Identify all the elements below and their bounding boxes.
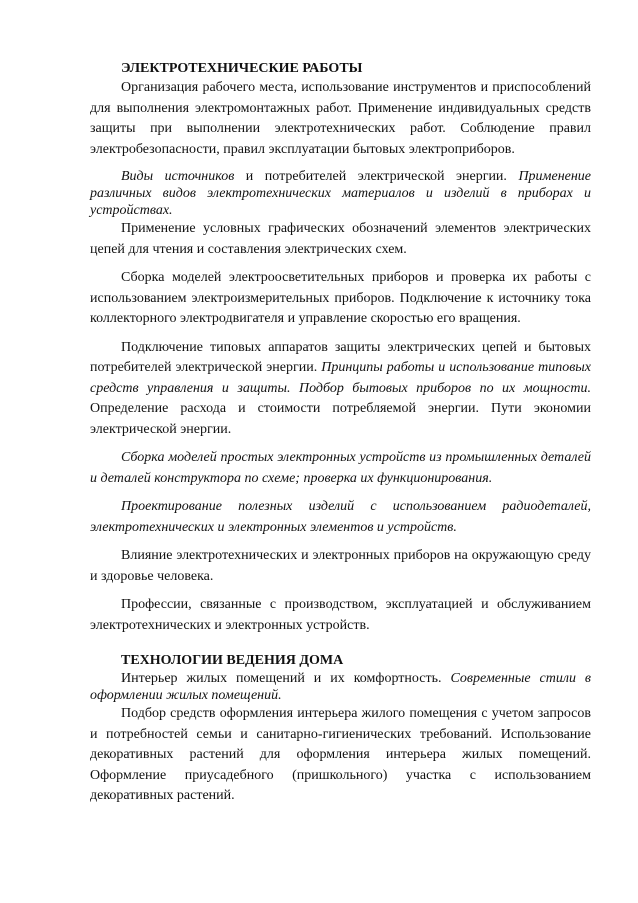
italic-text: Виды источников	[121, 169, 235, 184]
section-heading-home-technology: ТЕХНОЛОГИИ ВЕДЕНИЯ ДОМА	[121, 653, 344, 668]
normal-text: Подключение типовых аппаратов защиты электрических цепей и бытовых потребителей электрической энергии.	[90, 339, 591, 375]
normal-text: Определение расхода и стоимости потребляемой энергии. Пути экономии электрической энергии.	[90, 401, 591, 437]
paragraph-electronic-devices: Сборка моделей простых электронных устройств из промышленных деталей и деталей конструктора по схеме; проверка их функционирования.	[90, 450, 591, 486]
italic-text: Принципы работы и использование типовых средств управления и защиты. Подбор бытовых приборов по их мощности.	[90, 360, 591, 396]
italic-text: Применение различных видов электротехнических материалов и изделий в приборах и устройствах.	[90, 169, 592, 218]
paragraph-interior-design: Подбор средств оформления интерьера жилого помещения с учетом запросов и потребностей семьи и санитарно-гигиенических требований. Использование декоративных растений для оформления интерьера жилых помещений. Оформление приусадебного (пришкольного) участка с использованием декоративных растений.	[90, 706, 591, 803]
paragraph-energy-sources	[90, 168, 591, 219]
paragraph-graphic-symbols: Применение условных графических обозначений элементов электрических цепей для чтения и составления электрических схем.	[90, 221, 591, 257]
italic-text: Современные стили в оформлении жилых помещений.	[90, 671, 591, 703]
normal-text: и потребителей электрической энергии.	[234, 169, 519, 184]
paragraph-protection-devices	[90, 338, 591, 441]
paragraph-professions: Профессии, связанные с производством, эксплуатацией и обслуживанием электротехнических и электронных устройств.	[90, 597, 591, 633]
normal-text: Интерьер жилых помещений и их комфортность.	[121, 671, 451, 686]
paragraph-environment-influence: Влияние электротехнических и электронных приборов на окружающую среду и здоровье человека.	[90, 548, 591, 584]
paragraph-interior-comfort	[90, 670, 591, 704]
paragraph-workplace-organization: Организация рабочего места, использование инструментов и приспособлений для выполнения электромонтажных работ. Применение индивидуальных средств защиты при выполнении электротехнических работ. Соблюдение правил электробезопасности, правил эксплуатации бытовых электроприборов.	[90, 80, 591, 157]
section-heading-electrotechnical: ЭЛЕКТРОТЕХНИЧЕСКИЕ РАБОТЫ	[121, 61, 363, 76]
document-page	[90, 60, 591, 807]
paragraph-design-products: Проектирование полезных изделий с использованием радиодеталей, электротехнических и электронных элементов и устройств.	[90, 499, 591, 535]
paragraph-lighting-models: Сборка моделей электроосветительных приборов и проверка их работы с использованием электроизмерительных приборов. Подключение к источнику тока коллекторного электродвигателя и управление скоростью его вращения.	[90, 270, 591, 326]
